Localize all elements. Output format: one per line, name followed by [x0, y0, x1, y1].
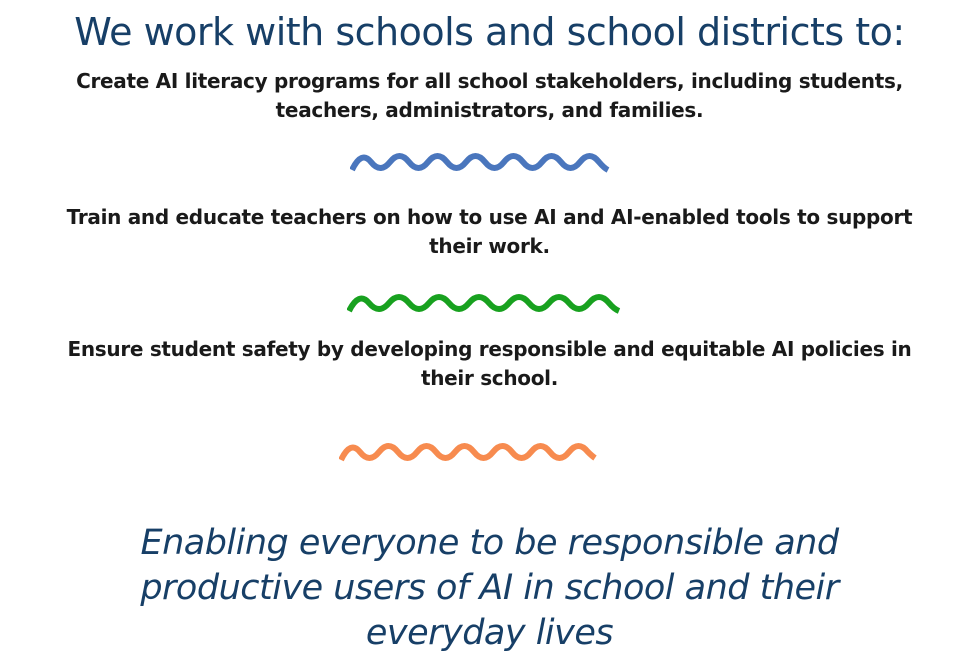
service-item-ai-literacy [0, 67, 979, 125]
wavy-line-icon [339, 436, 597, 468]
wavy-line-icon [350, 146, 610, 178]
service-item-line: Train and educate teachers on how to use AI and AI-enabled tools to support [66, 205, 913, 229]
service-item-line: Create AI literacy programs for all school stakeholders, including students, [76, 69, 903, 93]
wavy-line-green [349, 297, 619, 311]
service-item-student-safety [0, 335, 979, 393]
wavy-line-blue [352, 156, 608, 170]
service-item-line: teachers, administrators, and families. [275, 98, 704, 122]
service-item-teacher-training [0, 203, 979, 261]
service-item-line: their work. [429, 234, 550, 258]
page-heading: We work with schools and school districts to: [74, 10, 905, 54]
wavy-line-orange [341, 446, 595, 460]
tagline-line: everyday lives [365, 613, 614, 653]
mission-tagline [0, 521, 979, 656]
service-item-line: Ensure student safety by developing responsible and equitable AI policies in [67, 337, 912, 361]
wavy-line-icon [347, 287, 621, 319]
tagline-line: Enabling everyone to be responsible and [140, 523, 839, 563]
service-item-line: their school. [420, 366, 559, 390]
tagline-line: productive users of AI in school and their [140, 568, 839, 608]
